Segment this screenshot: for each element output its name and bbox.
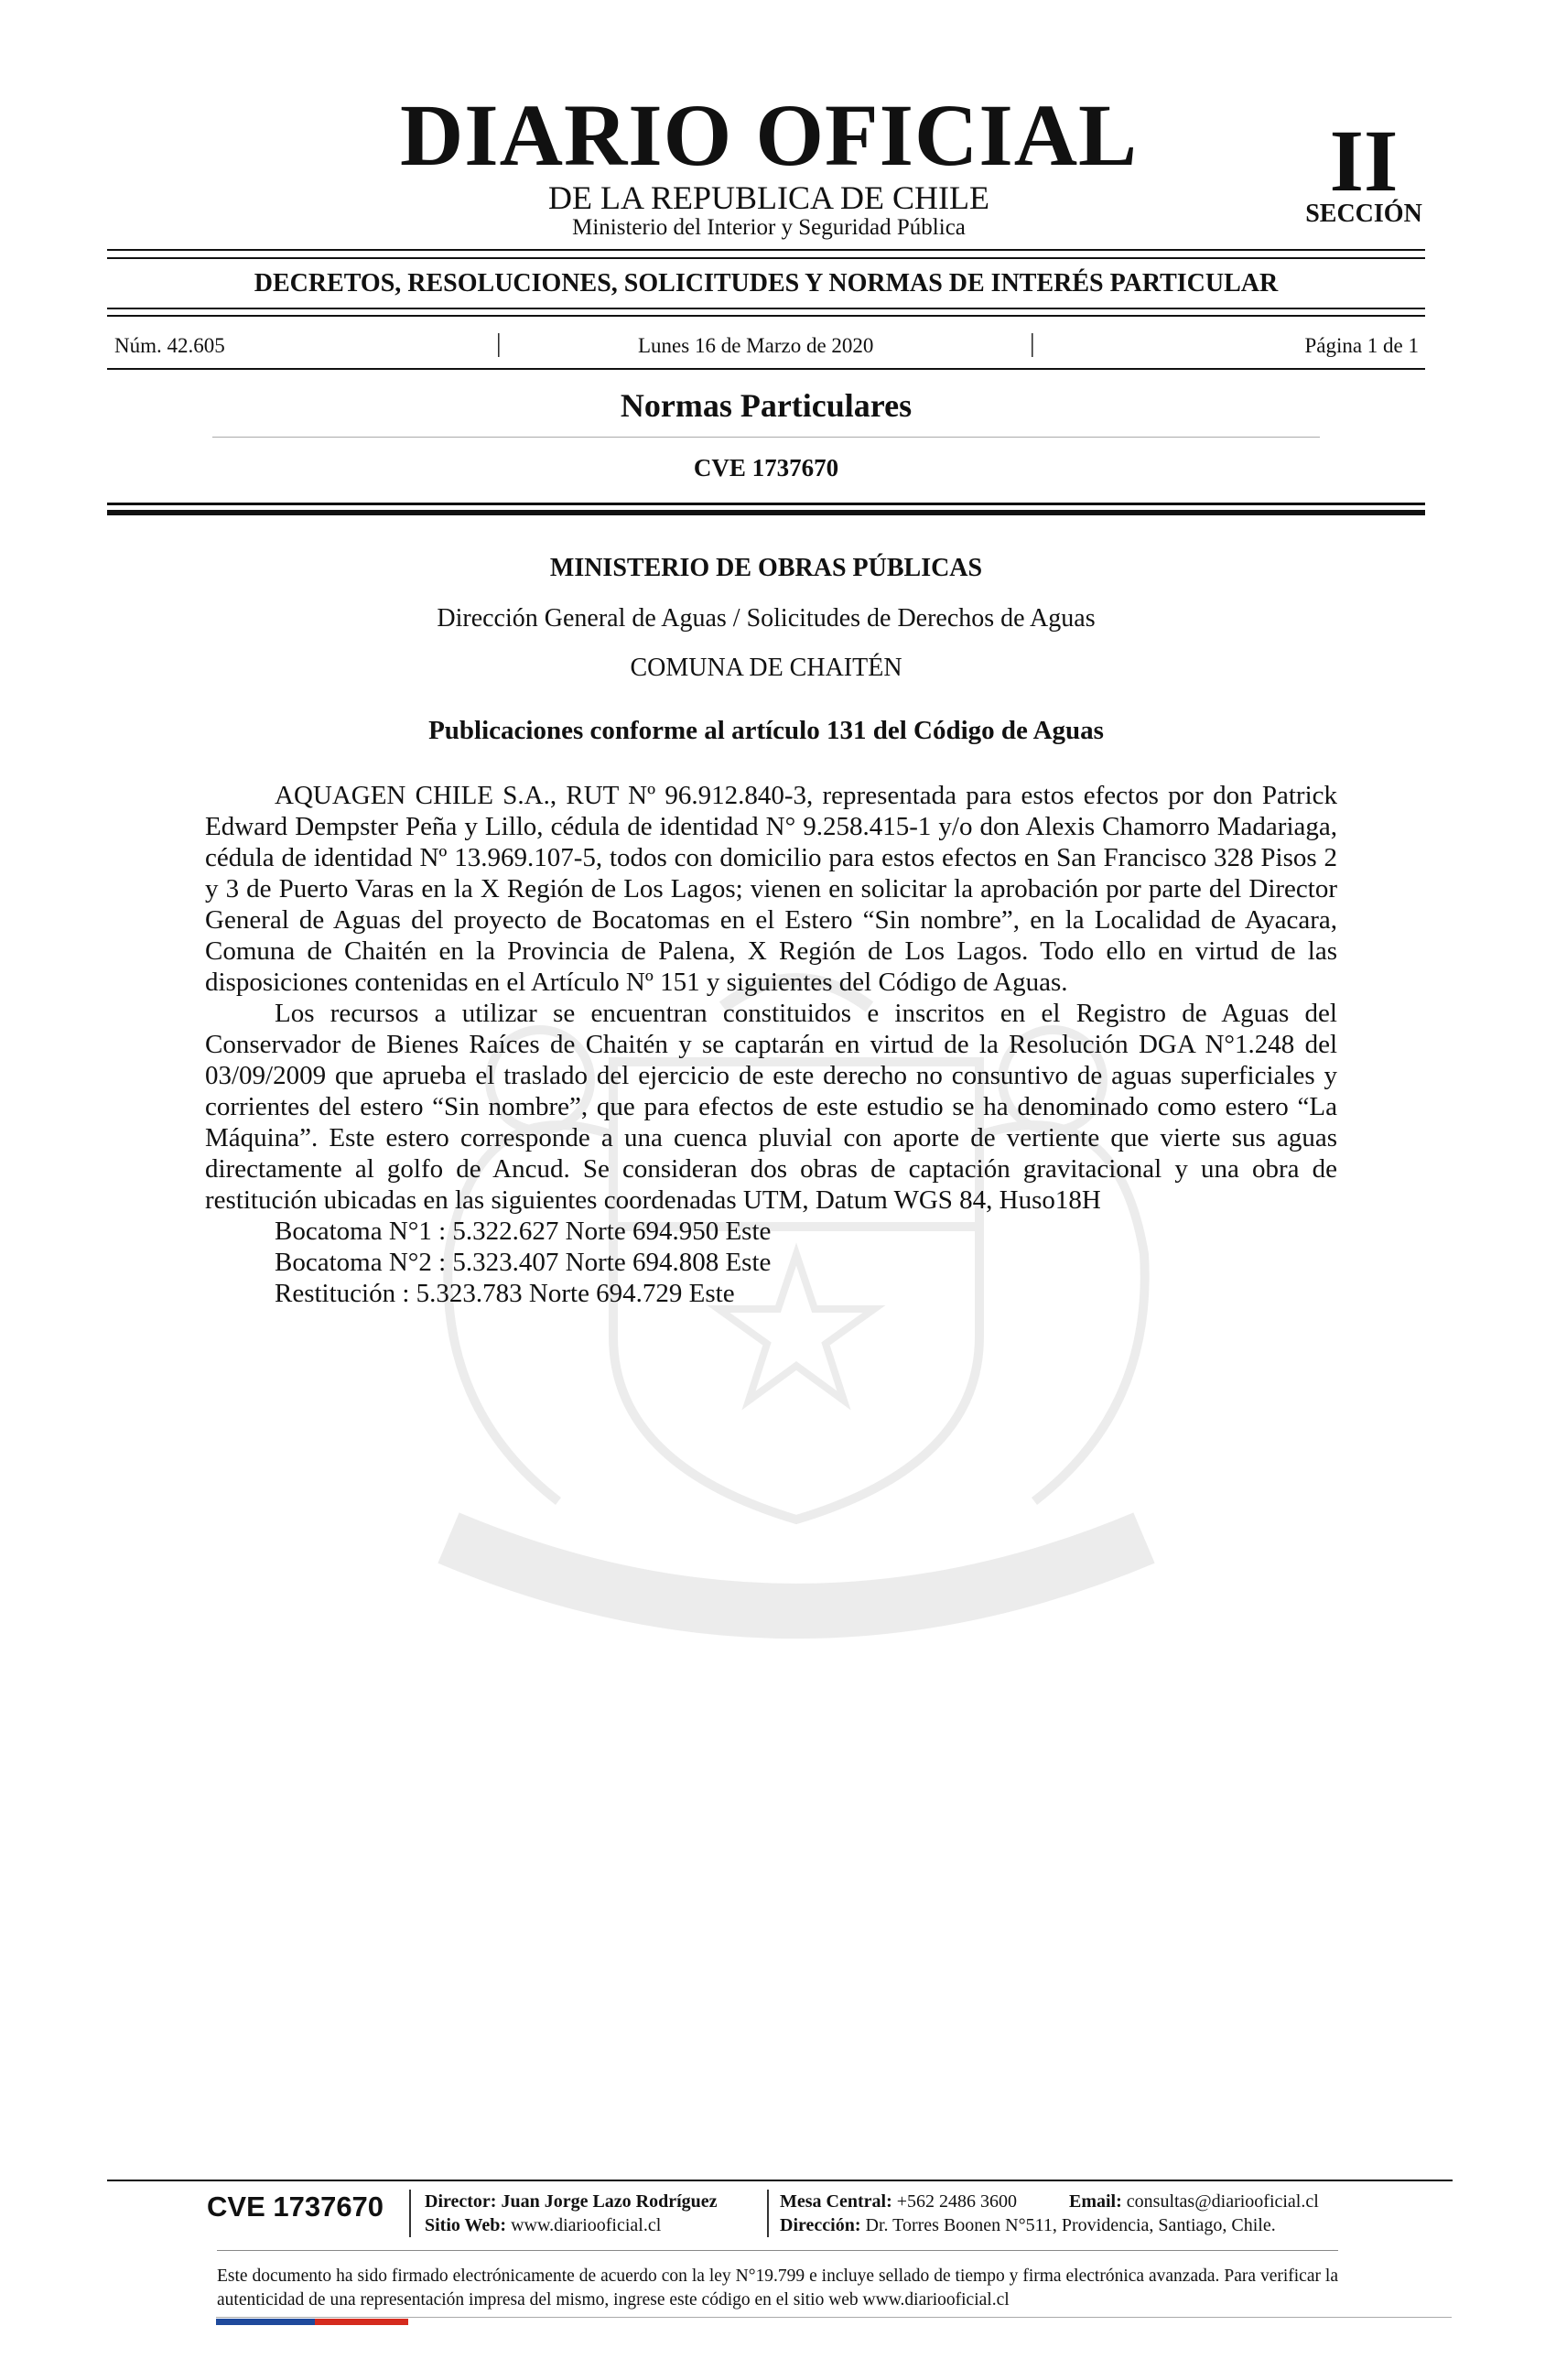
comuna-heading: COMUNA DE CHAITÉN (630, 654, 902, 682)
section-label: SECCIÓN (1305, 200, 1422, 228)
section-title-underline (212, 437, 1320, 438)
masthead-title: DIARIO OFICIAL (399, 86, 1139, 184)
issue-date: Lunes 16 de Marzo de 2020 (638, 334, 874, 357)
masthead-ministry: Ministerio del Interior y Seguridad Pública (572, 215, 966, 240)
director-label: Director: (425, 2191, 497, 2212)
band-rule-bottom (107, 308, 1425, 309)
flag-stripe-red (315, 2319, 408, 2325)
footer-cve-code: CVE 1737670 (207, 2191, 384, 2223)
section-number: II (1329, 112, 1399, 210)
website-label: Sitio Web: (425, 2215, 507, 2235)
footer-phone (780, 2190, 1017, 2213)
direction-heading: Dirección General de Aguas / Solicitudes de Derechos de Aguas (437, 604, 1096, 633)
publication-title: Publicaciones conforme al artículo 131 del Código de Aguas (428, 716, 1104, 745)
coordinate-line: Bocatoma N°2 : 5.323.407 Norte 694.808 Este (275, 1248, 772, 1277)
masthead-subtitle: DE LA REPUBLICA DE CHILE (548, 179, 989, 216)
page-indicator: Página 1 de 1 (1304, 334, 1419, 357)
email-label: Email: (1069, 2191, 1122, 2212)
coordinate-line: Restitución : 5.323.783 Norte 694.729 Este (275, 1279, 735, 1308)
content-rule (107, 503, 1425, 505)
footer-website (425, 2213, 661, 2237)
meta-separator: | (496, 330, 502, 358)
phone-label: Mesa Central: (780, 2191, 892, 2212)
website-link[interactable]: www.diariooficial.cl (511, 2215, 662, 2235)
footer-divider (409, 2190, 411, 2237)
body-paragraph: AQUAGEN CHILE S.A., RUT Nº 96.912.840-3, representada para estos efectos por don Patrick Edward Dempster Peña y Lillo, cédula de identidad N° 9.258.415-1 y/o don Alexis Chamorro Madariaga, cédula de identidad Nº 13.969.107-5, todos con domicilio para estos efectos en San Francisco 328 Pisos 2 y 3 de Puerto Varas en la X Región de Los Lagos; vienen en solicitar la aprobación por parte del Director General de Aguas del proyecto de Bocatomas en el Estero “Sin nombre”, en la Localidad de Ayacara, Comuna de Chaitén en la Provincia de Palena, X Región de Los Lagos. Todo ello en virtud de las disposiciones contenidas en el Artículo Nº 151 y siguientes del Código de Aguas. (205, 781, 1337, 997)
section-title: Normas Particulares (620, 387, 913, 424)
flag-stripe-blue (216, 2319, 315, 2325)
footer-rule-bottom (216, 2317, 1452, 2318)
director-value: Juan Jorge Lazo Rodríguez (501, 2191, 718, 2212)
ministry-heading: MINISTERIO DE OBRAS PÚBLICAS (549, 554, 983, 582)
meta-rule (107, 368, 1425, 370)
footer-director (425, 2190, 718, 2213)
cve-code: CVE 1737670 (693, 454, 839, 481)
band-title: DECRETOS, RESOLUCIONES, SOLICITUDES Y NORMAS DE INTERÉS PARTICULAR (254, 269, 1279, 298)
band-rule-bottom-2 (107, 315, 1425, 317)
body-text (205, 780, 1337, 1309)
footer-address (780, 2213, 1276, 2237)
meta-separator: | (1030, 330, 1035, 358)
issue-number: Núm. 42.605 (114, 334, 225, 357)
coordinate-line: Bocatoma N°1 : 5.322.627 Norte 694.950 Este (275, 1217, 772, 1246)
header-rule-top (107, 249, 1425, 251)
footer-divider (767, 2190, 769, 2237)
body-paragraph: Los recursos a utilizar se encuentran constituidos e inscritos en el Registro de Aguas del Conservador de Bienes Raíces de Chaitén y se captarán en virtud de la Resolución DGA N°1.248 del 03/09/2009 que aprueba el traslado del ejercicio de este derecho no consuntivo de aguas superficiales y corrientes del estero “Sin nombre”, que para efectos de este estudio se ha denominado como estero “La Máquina”. Este estero corresponde a una cuenca pluvial con aporte de vertiente que vierte sus aguas directamente al golfo de Ancud. Se consideran dos obras de captación gravitacional y una obra de restitución ubicadas en las siguientes coordenadas UTM, Datum WGS 84, Huso18H (205, 999, 1337, 1215)
watermark-motto: POR LA RAZON O LA FUERZA (472, 1522, 1108, 1630)
email-link[interactable]: consultas@diariooficial.cl (1126, 2191, 1319, 2212)
footer-rule-top (107, 2180, 1453, 2181)
address-value: Dr. Torres Boonen N°511, Providencia, Santiago, Chile. (865, 2215, 1276, 2235)
svg-text:POR LA RAZON O LA FUERZA (472, 1523, 1107, 1629)
phone-value: +562 2486 3600 (896, 2191, 1018, 2212)
footer-email (1069, 2190, 1319, 2213)
address-label: Dirección: (780, 2215, 861, 2235)
content-rule-thick (107, 510, 1425, 515)
footer-rule-mid (217, 2250, 1338, 2251)
header-rule-top-2 (107, 257, 1425, 259)
footer-legal-note: Este documento ha sido firmado electrónicamente de acuerdo con la ley N°19.799 e incluye sellado de tiempo y firma electrónica avanzada. Para verificar la autenticidad de una representación impresa del mismo, ingrese este código en el sitio web www.diariooficial.cl (217, 2266, 1338, 2310)
